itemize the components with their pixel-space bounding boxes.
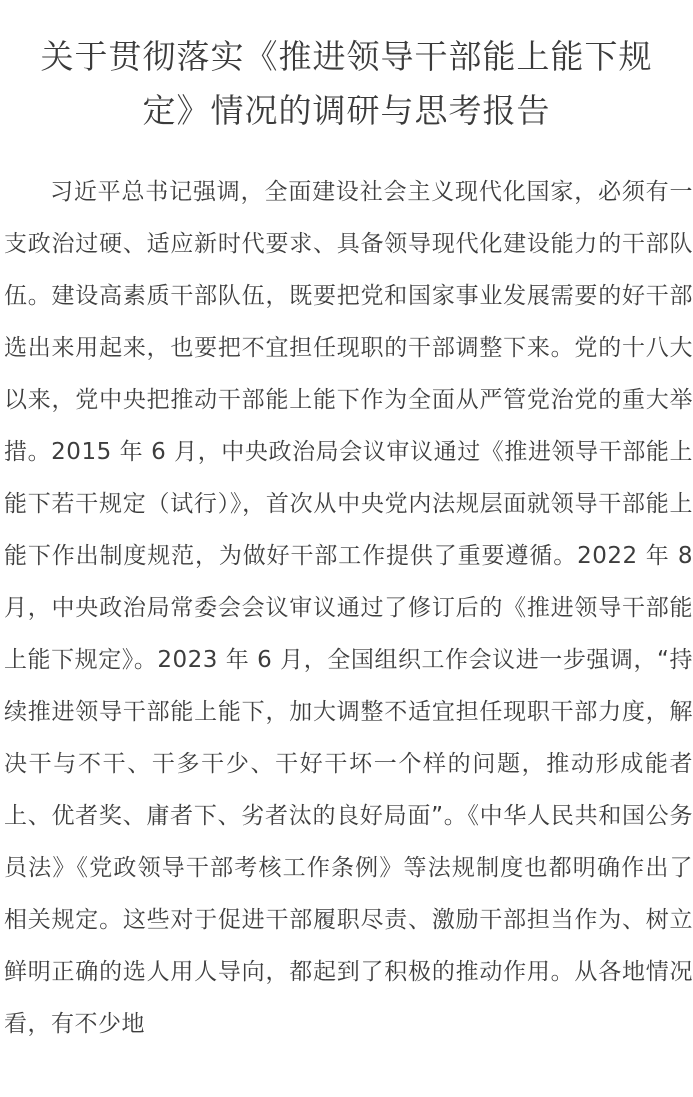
document-title: 关于贯彻落实《推进领导干部能上能下规定》情况的调研与思考报告 <box>40 37 653 130</box>
body-paragraph: 习近平总书记强调，全面建设社会主义现代化国家，必须有一支政治过硬、适应新时代要求、具备领导现代化建设能力的干部队伍。建设高素质干部队伍，既要把党和国家事业发展需要的好干部选出来用起来，也要把不宜担任现职的干部调整下来。党的十八大以来，党中央把推动干部能上能下作为全面从严管党治党的重大举措。2015 年 6 月，中央政治局会议审议通过《推进领导干部能上能下若干规定（试行）》，首次从中央党内法规层面就领导干部能上能下作出制度规范，为做好干部工作提供了重要遵循。2022 年 8 月，中央政治局常委会会议审议通过了修订后的《推进领导干部能上能下规定》。2023 年 6 月，全国组织工作会议进一步强调，“持续推进领导干部能上能下，加大调整不适宜担任现职干部力度，解决干与不干、干多干少、干好干坏一个样的问题，推动形成能者上、优者奖、庸者下、劣者汰的良好局面”。《中华人民共和国公务员法》《党政领导干部考核工作条例》等法规制度也都明确作出了相关规定。这些对于促进干部履职尽责、激励干部担当作为、树立鲜明正确的选人用人导向，都起到了积极的推动作用。从各地情况看，有不少地 <box>4 179 693 1037</box>
